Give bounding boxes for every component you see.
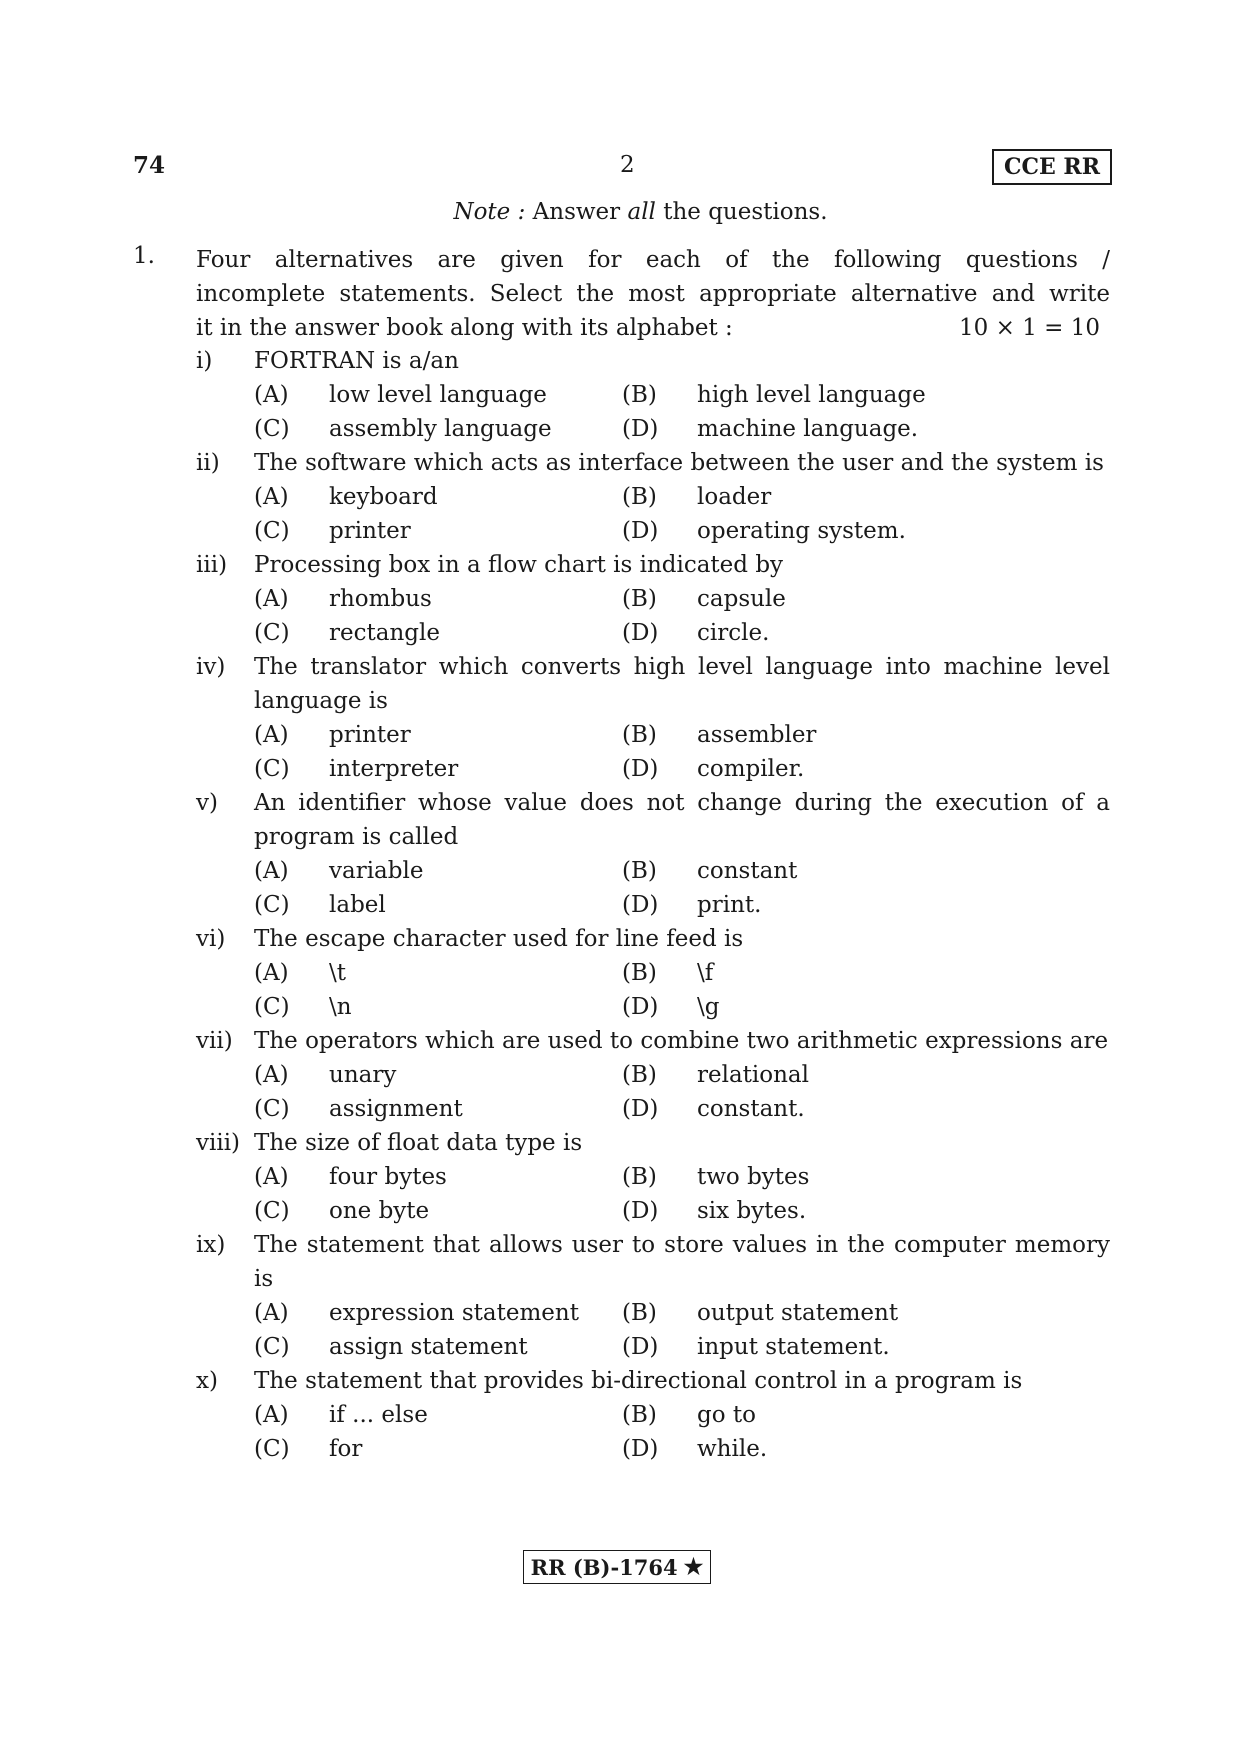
option-text: constant. xyxy=(697,1096,805,1122)
option-grid xyxy=(254,480,1110,548)
option-label: (D) xyxy=(622,1096,659,1122)
option-label: (D) xyxy=(622,518,659,544)
option-label: (C) xyxy=(254,1198,290,1224)
option-label: (C) xyxy=(254,892,290,918)
option-label: (C) xyxy=(254,756,290,782)
option-text: relational xyxy=(697,1062,810,1088)
option-grid xyxy=(254,854,1110,922)
option-label: (C) xyxy=(254,620,290,646)
option-grid xyxy=(254,1160,1110,1228)
option-label: (C) xyxy=(254,518,290,544)
option-grid xyxy=(254,1296,1110,1364)
question-text: An identifier whose value does not change during the execution of a program is called xyxy=(254,790,1110,850)
option-text: circle. xyxy=(697,620,770,646)
option-text: \n xyxy=(329,994,352,1020)
option-label: (D) xyxy=(622,1198,659,1224)
question-text: The operators which are used to combine two arithmetic expressions are xyxy=(254,1028,1109,1054)
question-text: FORTRAN is a/an xyxy=(254,348,459,374)
question-list xyxy=(196,344,1110,1466)
section-instruction xyxy=(196,243,1110,345)
instruction-line-3-row xyxy=(196,311,1110,345)
question-stem xyxy=(196,446,1110,480)
option-label: (C) xyxy=(254,1334,290,1360)
question-roman-number: v) xyxy=(196,790,218,816)
option-label: (A) xyxy=(254,1402,289,1428)
option-label: (B) xyxy=(622,382,657,408)
option-label: (A) xyxy=(254,1062,289,1088)
option-text: rhombus xyxy=(329,586,432,612)
option-label: (A) xyxy=(254,858,289,884)
option-grid xyxy=(254,956,1110,1024)
question-text: The escape character used for line feed is xyxy=(254,926,744,952)
option-text: rectangle xyxy=(329,620,440,646)
question-stem xyxy=(196,1126,1110,1160)
question-item xyxy=(196,344,1110,446)
option-text: interpreter xyxy=(329,756,459,782)
question-stem xyxy=(196,1024,1110,1058)
option-text: one byte xyxy=(329,1198,430,1224)
option-grid xyxy=(254,1398,1110,1466)
question-item xyxy=(196,1364,1110,1466)
option-grid xyxy=(254,1058,1110,1126)
question-item xyxy=(196,1024,1110,1126)
option-grid xyxy=(254,582,1110,650)
question-item xyxy=(196,922,1110,1024)
header-question-number: 74 xyxy=(133,152,166,179)
option-text: label xyxy=(329,892,386,918)
option-label: (D) xyxy=(622,756,659,782)
option-text: output statement xyxy=(697,1300,899,1326)
question-stem xyxy=(196,922,1110,956)
question-roman-number: x) xyxy=(196,1368,218,1394)
footer-code-box xyxy=(523,1550,711,1584)
option-text: printer xyxy=(329,518,411,544)
option-text: variable xyxy=(329,858,424,884)
footer-code: RR (B)-1764 xyxy=(530,1554,678,1580)
option-label: (B) xyxy=(622,960,657,986)
option-text: loader xyxy=(697,484,772,510)
option-label: (B) xyxy=(622,1300,657,1326)
section-number: 1. xyxy=(133,243,155,269)
option-label: (D) xyxy=(622,1436,659,1462)
question-roman-number: iii) xyxy=(196,552,228,578)
option-label: (D) xyxy=(622,892,659,918)
option-text: assembler xyxy=(697,722,817,748)
option-text: assignment xyxy=(329,1096,463,1122)
question-text: Processing box in a flow chart is indicated by xyxy=(254,552,784,578)
option-text: \f xyxy=(697,960,714,986)
option-label: (D) xyxy=(622,416,659,442)
question-text: The size of float data type is xyxy=(254,1130,583,1156)
question-roman-number: viii) xyxy=(196,1130,241,1156)
option-text: \t xyxy=(329,960,346,986)
option-text: high level language xyxy=(697,382,926,408)
option-grid xyxy=(254,718,1110,786)
question-item xyxy=(196,446,1110,548)
question-roman-number: i) xyxy=(196,348,213,374)
option-label: (A) xyxy=(254,586,289,612)
option-label: (B) xyxy=(622,722,657,748)
option-text: six bytes. xyxy=(697,1198,807,1224)
option-text: assembly language xyxy=(329,416,552,442)
option-text: machine language. xyxy=(697,416,919,442)
question-roman-number: vii) xyxy=(196,1028,233,1054)
question-item xyxy=(196,1126,1110,1228)
paper-code-box xyxy=(992,149,1112,185)
question-stem xyxy=(196,548,1110,582)
note-emphasis: all xyxy=(627,199,656,225)
option-text: \g xyxy=(697,994,720,1020)
note-label: Note : xyxy=(453,199,526,225)
note-text-after: the questions. xyxy=(655,199,828,225)
question-roman-number: ii) xyxy=(196,450,220,476)
star-icon: ★ xyxy=(683,1554,704,1580)
option-text: printer xyxy=(329,722,411,748)
option-label: (B) xyxy=(622,484,657,510)
question-roman-number: ix) xyxy=(196,1232,226,1258)
option-label: (A) xyxy=(254,484,289,510)
option-text: two bytes xyxy=(697,1164,810,1190)
question-stem xyxy=(196,344,1110,378)
option-label: (D) xyxy=(622,1334,659,1360)
option-text: capsule xyxy=(697,586,786,612)
note-line xyxy=(0,199,1241,225)
option-label: (B) xyxy=(622,1062,657,1088)
option-label: (C) xyxy=(254,1436,290,1462)
option-label: (B) xyxy=(622,1402,657,1428)
option-label: (D) xyxy=(622,994,659,1020)
option-text: print. xyxy=(697,892,762,918)
instruction-line-1: Four alternatives are given for each of the following questions / xyxy=(196,247,1110,273)
option-label: (C) xyxy=(254,994,290,1020)
option-text: constant xyxy=(697,858,798,884)
instruction-line-3: it in the answer book along with its alphabet : xyxy=(196,315,733,341)
question-text: The statement that provides bi-directional control in a program is xyxy=(254,1368,1023,1394)
page-number: 2 xyxy=(620,152,635,178)
note-text-before: Answer xyxy=(532,199,628,225)
question-roman-number: iv) xyxy=(196,654,226,680)
option-label: (A) xyxy=(254,1300,289,1326)
option-label: (A) xyxy=(254,1164,289,1190)
question-text: The software which acts as interface between the user and the system is xyxy=(254,450,1104,476)
instruction-line-2: incomplete statements. Select the most appropriate alternative and write xyxy=(196,281,1110,307)
marks-allocation: 10 × 1 = 10 xyxy=(959,315,1100,341)
question-item xyxy=(196,786,1110,922)
question-stem xyxy=(196,1228,1110,1296)
option-text: operating system. xyxy=(697,518,906,544)
question-stem xyxy=(196,1364,1110,1398)
option-label: (B) xyxy=(622,858,657,884)
option-text: go to xyxy=(697,1402,756,1428)
option-text: keyboard xyxy=(329,484,438,510)
option-text: expression statement xyxy=(329,1300,579,1326)
option-text: unary xyxy=(329,1062,397,1088)
option-label: (D) xyxy=(622,620,659,646)
question-roman-number: vi) xyxy=(196,926,226,952)
option-text: while. xyxy=(697,1436,768,1462)
option-text: low level language xyxy=(329,382,547,408)
option-text: four bytes xyxy=(329,1164,447,1190)
option-grid xyxy=(254,378,1110,446)
option-label: (A) xyxy=(254,960,289,986)
question-item xyxy=(196,650,1110,786)
question-item xyxy=(196,1228,1110,1364)
option-text: if ... else xyxy=(329,1402,428,1428)
option-label: (B) xyxy=(622,1164,657,1190)
option-text: for xyxy=(329,1436,363,1462)
question-text: The statement that allows user to store values in the computer memory is xyxy=(254,1232,1110,1292)
option-text: compiler. xyxy=(697,756,805,782)
option-text: assign statement xyxy=(329,1334,528,1360)
option-text: input statement. xyxy=(697,1334,890,1360)
option-label: (C) xyxy=(254,416,290,442)
paper-code: CCE RR xyxy=(1003,154,1100,180)
question-item xyxy=(196,548,1110,650)
question-stem xyxy=(196,786,1110,854)
question-stem xyxy=(196,650,1110,718)
option-label: (B) xyxy=(622,586,657,612)
option-label: (C) xyxy=(254,1096,290,1122)
option-label: (A) xyxy=(254,722,289,748)
question-text: The translator which converts high level language into machine level language is xyxy=(254,654,1110,714)
option-label: (A) xyxy=(254,382,289,408)
